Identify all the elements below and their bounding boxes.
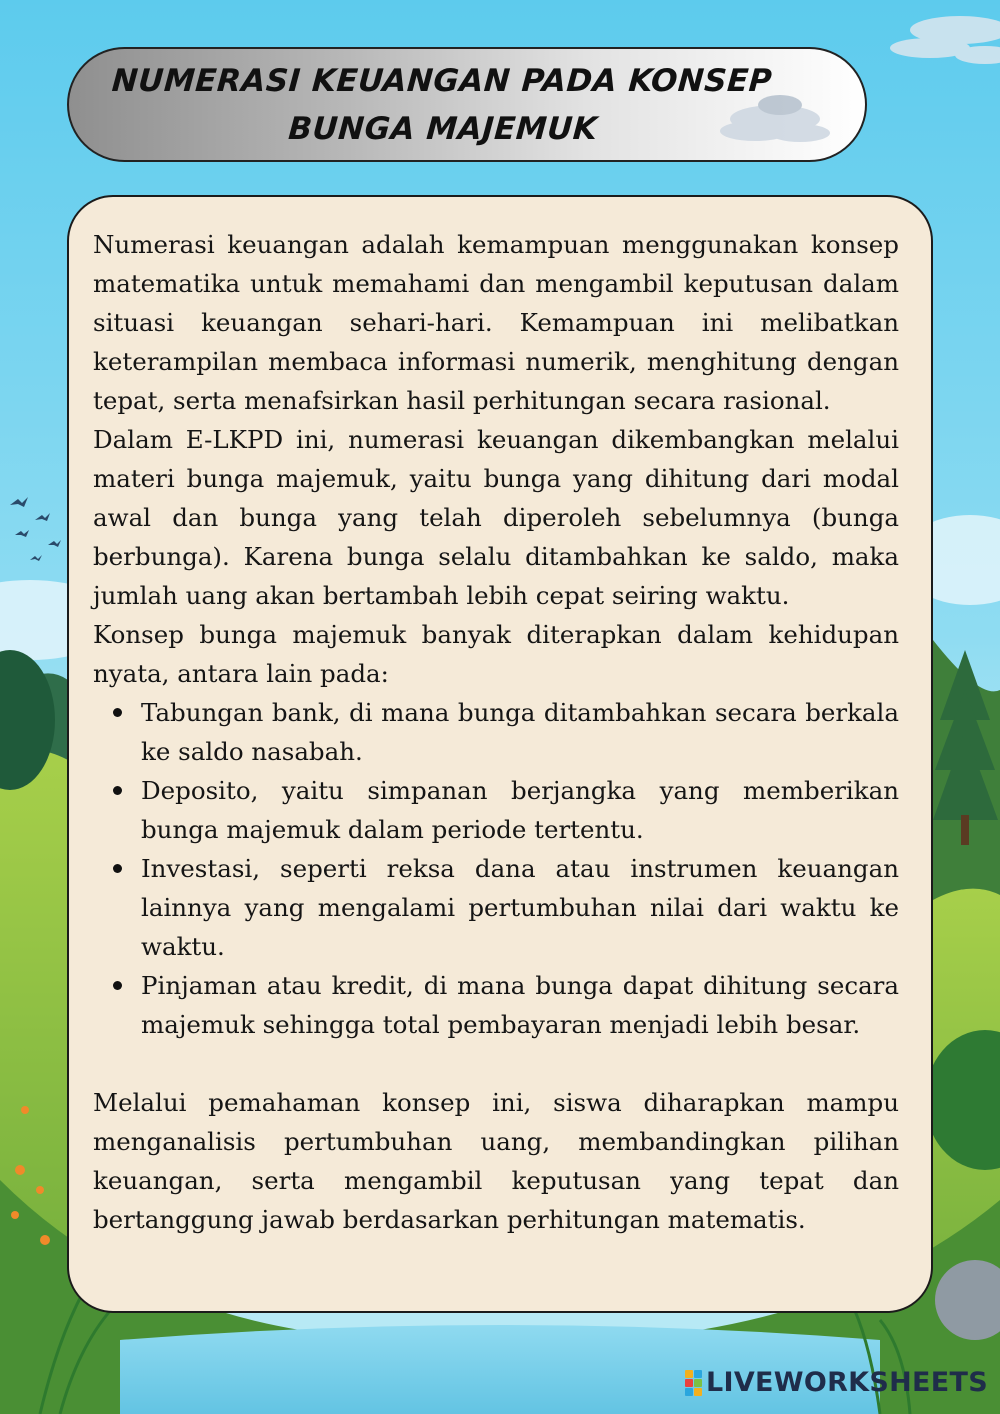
list-item	[141, 771, 899, 849]
list-item	[141, 849, 899, 966]
title-banner	[67, 47, 867, 162]
bullet-icon	[113, 786, 122, 795]
list-item-text: Tabungan bank, di mana bunga ditambahkan secara berkala ke saldo nasabah.	[141, 698, 899, 766]
list-item-text: Investasi, seperti reksa dana atau instrumen keuangan lainnya yang mengalami pertumbuhan nilai dari waktu ke waktu.	[141, 854, 899, 961]
closing-paragraph: Melalui pemahaman konsep ini, siswa diharapkan mampu menganalisis pertumbuhan uang, membandingkan pilihan keuangan, serta mengambil keputusan yang tepat dan bertanggung jawab berdasarkan perhitungan matematis.	[93, 1088, 899, 1234]
page-title-line-2: BUNGA MAJEMUK	[287, 111, 599, 147]
page-title-line-1: NUMERASI KEUANGAN PADA KONSEP	[110, 63, 774, 99]
liveworksheets-logo-icon	[685, 1370, 702, 1396]
content-card	[67, 195, 933, 1313]
list-item-text: Pinjaman atau kredit, di mana bunga dapat dihitung secara majemuk sehingga total pembayaran menjadi lebih besar.	[141, 971, 899, 1039]
list-item	[141, 966, 899, 1044]
application-list	[93, 693, 899, 1044]
list-item	[141, 693, 899, 771]
watermark-text: LIVEWORKSHEETS	[705, 1367, 988, 1398]
bullet-icon	[113, 708, 122, 717]
liveworksheets-watermark[interactable]	[685, 1367, 988, 1398]
bullet-icon	[113, 981, 122, 990]
application-paragraph: Konsep bunga majemuk banyak diterapkan dalam kehidupan nyata, antara lain pada:	[93, 620, 899, 688]
list-item-text: Deposito, yaitu simpanan berjangka yang memberikan bunga majemuk dalam periode tertentu.	[141, 776, 899, 844]
intro-paragraph: Numerasi keuangan adalah kemampuan menggunakan konsep matematika untuk memahami dan mengambil keputusan dalam situasi keuangan sehari-hari. Kemampuan ini melibatkan keterampilan membaca informasi numerik, menghitung dengan tepat, serta menafsirkan hasil perhitungan secara rasional.	[93, 230, 899, 415]
elkpd-paragraph: Dalam E-LKPD ini, numerasi keuangan dikembangkan melalui materi bunga majemuk, yaitu bunga yang dihitung dari modal awal dan bunga yang telah diperoleh sebelumnya (bunga berbunga). Karena bunga selalu ditambahkan ke saldo, maka jumlah uang akan bertambah lebih cepat seiring waktu.	[93, 425, 899, 610]
spacer	[93, 1044, 899, 1083]
bullet-icon	[113, 864, 122, 873]
